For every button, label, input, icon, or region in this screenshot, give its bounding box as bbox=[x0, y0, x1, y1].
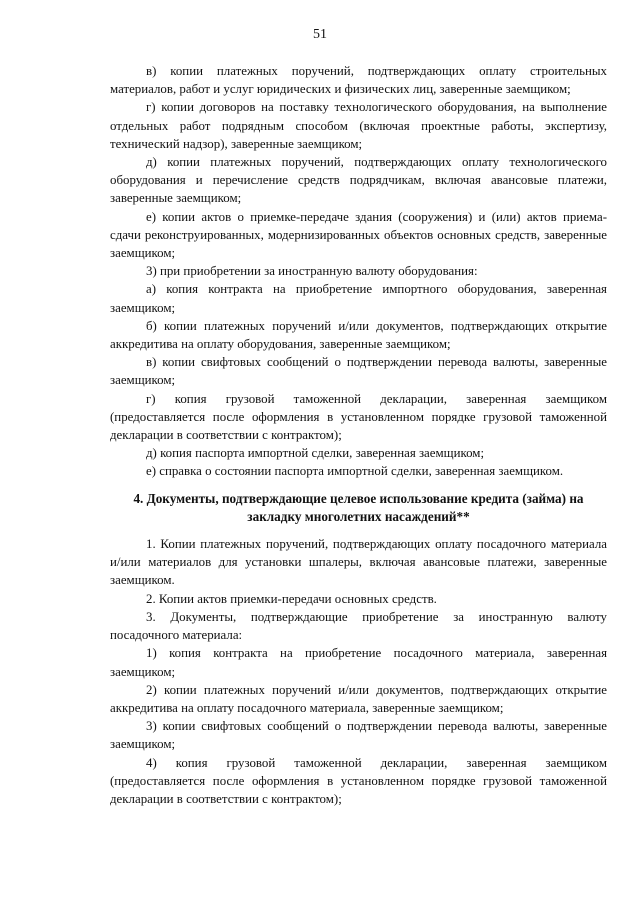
paragraph: 3) при приобретении за иностранную валюту оборудования: bbox=[146, 264, 478, 279]
paragraph: 4) копия грузовой таможенной декларации, заверенная заемщиком (предоставляется после оформления в установленном порядке грузовой таможенной декларации в соответствии с контрактом); bbox=[110, 755, 607, 806]
document-body bbox=[110, 62, 607, 808]
paragraph: 1) копия контракта на приобретение посадочного материала, заверенная заемщиком; bbox=[110, 646, 607, 679]
paragraph: е) копии актов о приемке-передаче здания (сооружения) и (или) актов приема-сдачи реконструированных, модернизированных объектов основных средств, заверенные заемщиком; bbox=[110, 209, 607, 261]
paragraph: 3. Документы, подтверждающие приобретение за иностранную валюту посадочного материала: bbox=[110, 609, 607, 643]
paragraph: в) копии свифтовых сообщений о подтверждении перевода валюты, заверенные заемщиком; bbox=[110, 355, 607, 388]
paragraph: 1. Копии платежных поручений, подтверждающих оплату посадочного материала и/или материалов для установки шпалеры, включая авансовые платежи, заверенные заемщиком. bbox=[110, 537, 607, 588]
paragraph: 3) копии свифтовых сообщений о подтверждении перевода валюты, заверенные заемщиком; bbox=[110, 719, 607, 752]
section-heading: 4. Документы, подтверждающие целевое использование кредита (займа) на закладку многолетних насаждений** bbox=[133, 490, 584, 524]
paragraph: б) копии платежных поручений и/или документов, подтверждающих открытие аккредитива на оплату оборудования, заверенные заемщиком; bbox=[110, 318, 607, 352]
paragraph: г) копии договоров на поставку технологического оборудования, на выполнение отдельных работ подрядным способом (включая проектные работы, экспертизу, технический надзор), заверенные заемщиком; bbox=[110, 100, 607, 151]
paragraph: в) копии платежных поручений, подтверждающих оплату строительных материалов, работ и услуг юридических и физических лиц, заверенные заемщиком; bbox=[110, 64, 607, 97]
paragraph: 2. Копии актов приемки-передачи основных средств. bbox=[146, 591, 437, 606]
paragraph: а) копия контракта на приобретение импортного оборудования, заверенная заемщиком; bbox=[110, 282, 607, 315]
paragraph: д) копии платежных поручений, подтверждающих оплату технологического оборудования и перечисление средств подрядчикам, включая авансовые платежи, заверенные заемщиком; bbox=[110, 155, 607, 206]
page-number: 51 bbox=[313, 27, 327, 42]
paragraph: 2) копии платежных поручений и/или документов, подтверждающих открытие аккредитива на оплату посадочного материала, заверенные заемщиком; bbox=[110, 682, 607, 715]
paragraph: г) копия грузовой таможенной декларации, заверенная заемщиком (предоставляется после оформления в установленном порядке грузовой таможенной декларации в соответствии с контрактом); bbox=[110, 391, 607, 443]
paragraph: д) копия паспорта импортной сделки, заверенная заемщиком; bbox=[146, 446, 485, 461]
paragraph: е) справка о состоянии паспорта импортной сделки, заверенная заемщиком. bbox=[146, 464, 564, 479]
